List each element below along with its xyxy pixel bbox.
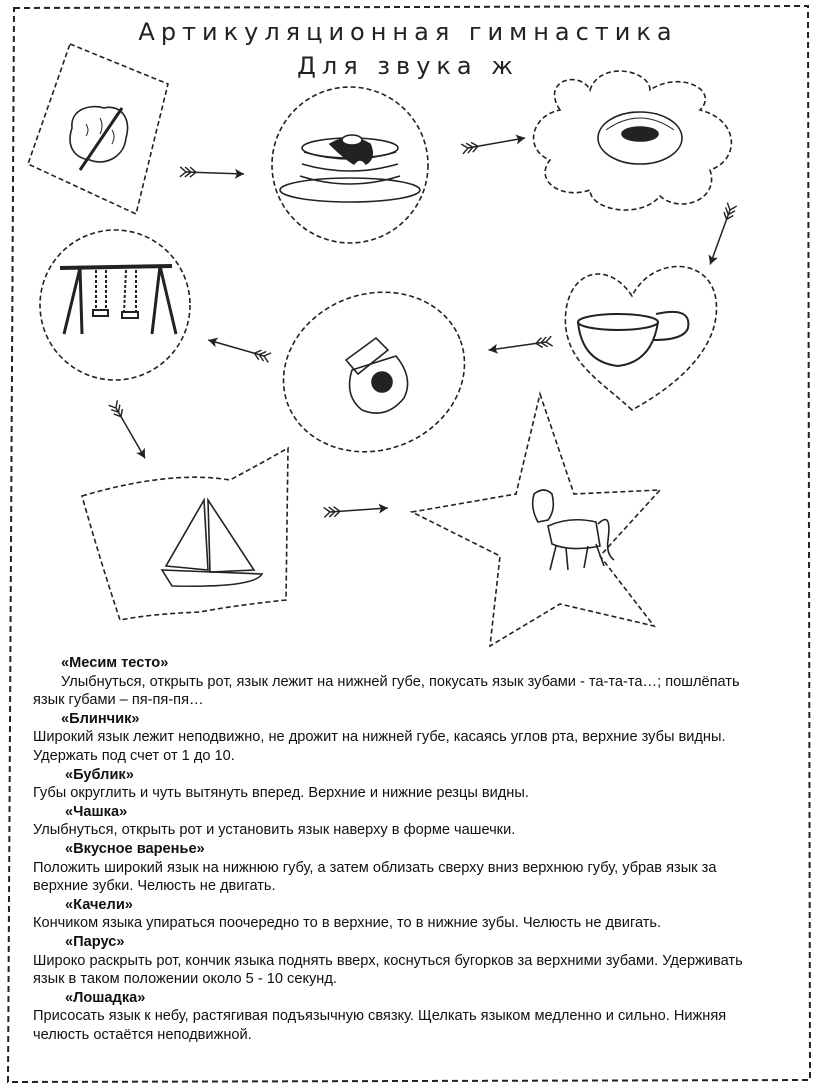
dough-card xyxy=(28,44,168,214)
horse-card xyxy=(412,394,660,646)
cup-icon xyxy=(578,312,688,366)
exercise-text: Положить широкий язык на нижнюю губу, а затем облизать сверху вниз верхнюю губу, убрав язык за верхние зубки. Челюсть не двигать. xyxy=(33,859,717,895)
pancakes-icon xyxy=(280,135,420,202)
exercise-heading: «Бублик» xyxy=(65,766,134,783)
arrow-icon xyxy=(207,335,271,362)
exercise-heading: «Блинчик» xyxy=(61,710,140,727)
arrow-icon xyxy=(109,400,150,460)
exercise-text: Улыбнуться, открыть рот, язык лежит на нижней губе, покусать язык зубами - та-та-та…; пошлёпать язык губами – пя-пя-пя… xyxy=(33,673,740,709)
exercise-heading: «Чашка» xyxy=(65,803,128,820)
exercise-heading: «Вкусное варенье» xyxy=(65,840,205,857)
arrow-icon xyxy=(705,203,736,267)
cup-card xyxy=(565,266,716,410)
page-title: Артикуляционная гимнастика xyxy=(138,18,678,46)
arrow-icon xyxy=(180,167,244,179)
exercise-heading: «Лошадка» xyxy=(65,989,146,1006)
exercise-heading: «Парус» xyxy=(65,933,125,950)
arrow-icon xyxy=(324,503,389,517)
exercise-heading: «Месим тесто» xyxy=(61,655,169,671)
jam-jar-icon xyxy=(346,338,408,413)
pancake-card xyxy=(272,87,428,243)
exercise-text: Улыбнуться, открыть рот и установить язык наверху в форме чашечки. xyxy=(33,822,516,839)
page-subtitle: Для звука ж xyxy=(297,52,519,80)
arrow-icon xyxy=(461,133,526,154)
bagel-icon xyxy=(598,112,682,164)
horse-icon xyxy=(533,490,614,570)
dough-icon xyxy=(70,107,128,170)
exercise-text: Широко раскрыть рот, кончик языка поднять вверх, коснуться бугорков за верхними зубами. Удерживать язык в таком положении около 5 - 10 секунд. xyxy=(33,952,743,988)
swing-card xyxy=(40,230,190,380)
swing-icon xyxy=(60,266,176,334)
sail-card xyxy=(82,448,288,620)
exercise-descriptions xyxy=(33,654,773,1044)
exercise-text: Губы округлить и чуть вытянуть вперед. Верхние и нижние резцы видны. xyxy=(33,785,529,802)
exercise-text: Широкий язык лежит неподвижно, не дрожит на нижней губе, касаясь углов рта, верхние зубы видны. Удержать под счет от 1 до 10. xyxy=(33,729,726,764)
bagel-card xyxy=(534,71,732,210)
exercise-text: Присосать язык к небу, растягивая подъязычную связку. Щелкать языком медленно и сильно. Нижняя челюсть остаётся неподвижной. xyxy=(33,1008,727,1043)
jam-card xyxy=(261,267,487,477)
exercise-heading: «Качели» xyxy=(65,896,133,913)
exercise-text: Кончиком языка упираться поочередно то в верхние, то в нижние зубы. Челюсть не двигать. xyxy=(33,915,662,932)
arrow-icon xyxy=(488,336,553,355)
sailboat-icon xyxy=(162,500,262,586)
